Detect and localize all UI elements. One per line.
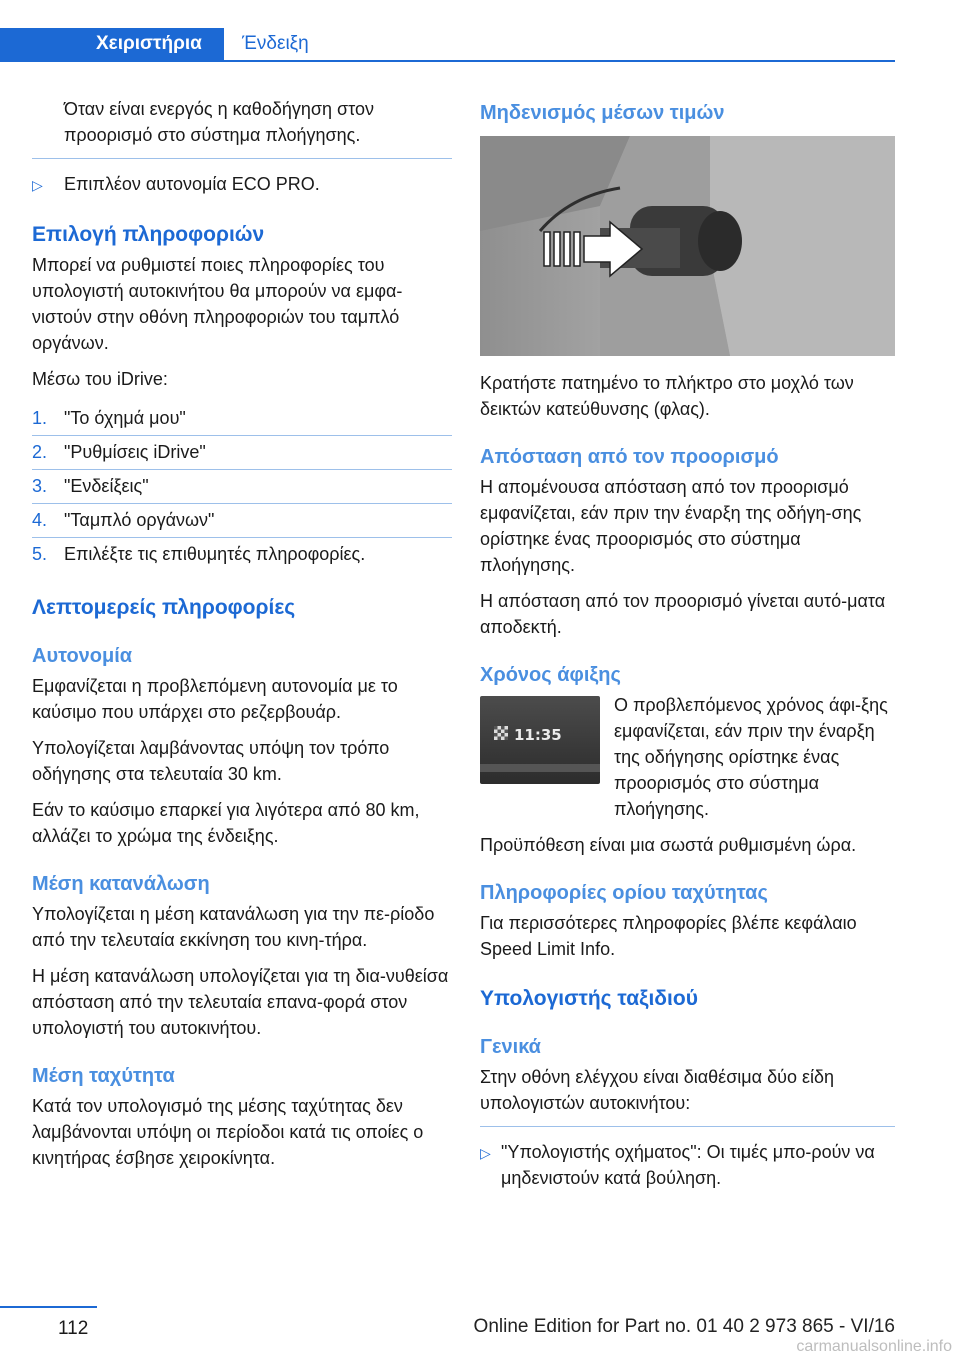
step-text: "Ρυθμίσεις iDrive"	[64, 442, 206, 462]
paragraph: Προϋπόθεση είναι μια σωστά ρυθμισμένη ώρα.	[480, 835, 857, 855]
intro-text: Όταν είναι ενεργός η καθοδήγηση στον προορισμό στο σύστημα πλοήγησης.	[64, 99, 374, 145]
paragraph: Η απόσταση από τον προορισμό γίνεται αυτό-ματα αποδεκτή.	[480, 591, 886, 637]
heading-speedlimit: Πληροφορίες ορίου ταχύτητας	[480, 882, 768, 904]
paragraph: Η μέση κατανάλωση υπολογίζεται για τη δια-νυθείσα απόσταση από την τελευταία επανα-φορά στον υπολογιστή του αυτοκινήτου.	[32, 966, 449, 1038]
paragraph: Κατά τον υπολογισμό της μέσης ταχύτητας δεν λαμβάνονται υπόψη οι περίοδοι κατά τις οποίες ο κινητήρας έσβησε χειροκίνητα.	[32, 1096, 424, 1168]
tab-controls[interactable]: Χειριστήρια	[0, 28, 224, 62]
triangle-right-icon: ▷	[480, 1145, 491, 1161]
lever-illustration	[480, 136, 895, 356]
heading-distance: Απόσταση από τον προορισμό	[480, 446, 779, 468]
divider	[32, 158, 452, 159]
turn-signal-lever-image	[480, 136, 895, 356]
step-number: 2.	[32, 442, 48, 462]
step-number: 1.	[32, 408, 48, 428]
heading-consumption: Μέση κατανάλωση	[32, 873, 210, 895]
triangle-right-icon: ▷	[32, 177, 43, 193]
list-item	[32, 402, 452, 436]
step-number: 3.	[32, 476, 48, 496]
list-item	[32, 171, 452, 198]
heading-speed: Μέση ταχύτητα	[32, 1065, 175, 1087]
steps-list	[32, 402, 452, 571]
header-divider	[224, 60, 895, 62]
edition-text: Online Edition for Part no. 01 40 2 973 865 - VI/16	[473, 1316, 895, 1337]
paragraph: Εμφανίζεται η προβλεπόμενη αυτονομία με το καύσιμο που υπάρχει στο ρεζερβουάρ.	[32, 676, 398, 722]
divider	[480, 1126, 895, 1127]
bullet-text: "Υπολογιστής οχήματος": Οι τιμές μπο-ρούν να μηδενιστούν κατά βούληση.	[501, 1142, 875, 1188]
bullet-text: Επιπλέον αυτονομία ECO PRO.	[64, 174, 320, 194]
paragraph: Υπολογίζεται λαμβάνοντας υπόψη τον τρόπο οδήγησης στα τελευταία 30 km.	[32, 738, 390, 784]
list-item	[32, 436, 452, 470]
paragraph: Για περισσότερες πληροφορίες βλέπε κεφάλαιο Speed Limit Info.	[480, 913, 857, 959]
paragraph: Εάν το καύσιμο επαρκεί για λιγότερα από 80 km, αλλάζει το χρώμα της ένδειξης.	[32, 800, 420, 846]
heading-info-select: Επιλογή πληροφοριών	[32, 223, 265, 246]
left-column	[32, 96, 452, 1181]
heading-trip-computer: Υπολογιστής ταξιδιού	[480, 987, 698, 1010]
heading-reset: Μηδενισμός μέσων τιμών	[480, 102, 725, 124]
list-item	[32, 504, 452, 538]
paragraph: Ο προβλεπόμενος χρόνος άφι-ξης εμφανίζεται, εάν πριν την έναρξη της οδήγησης ορίστηκε ένας προορισμός στο σύστημα πλοήγησης.	[614, 695, 888, 819]
arrival-section	[480, 692, 895, 832]
checkered-flag-icon	[494, 726, 508, 740]
heading-arrival: Χρόνος άφιξης	[480, 664, 621, 686]
list-item	[32, 538, 452, 571]
paragraph: Η απομένουσα απόσταση από τον προορισμό εμφανίζεται, εάν πριν την έναρξη της οδήγη-σης ορίστηκε ένας προορισμός στο σύστημα πλοήγησης.	[480, 477, 862, 575]
step-text: "Ταμπλό οργάνων"	[64, 510, 215, 530]
step-text: Επιλέξτε τις επιθυμητές πληροφορίες.	[64, 544, 366, 564]
step-text: "Ενδείξεις"	[64, 476, 149, 496]
step-number: 4.	[32, 510, 48, 530]
tab-display[interactable]: Ένδειξη	[242, 33, 309, 54]
heading-details: Λεπτομερείς πληροφορίες	[32, 596, 296, 619]
paragraph: Κρατήστε πατημένο το πλήκτρο στο μοχλό των δεικτών κατεύθυνσης (φλας).	[480, 373, 854, 419]
paragraph: Μπορεί να ρυθμιστεί ποιες πληροφορίες του υπολογιστή αυτοκινήτου θα μπορούν να εμφα-νιστούν στην οθόνη πληροφοριών του ταμπλό οργάνων.	[32, 255, 403, 353]
footer-divider	[0, 1306, 97, 1308]
arrival-clock: 11:35	[514, 726, 562, 744]
heading-general: Γενικά	[480, 1036, 541, 1058]
watermark-text: carmanualsonline.info	[796, 1338, 952, 1355]
arrival-display-image	[480, 696, 600, 784]
list-item	[32, 470, 452, 504]
page-number: 112	[58, 1318, 89, 1339]
right-column	[480, 96, 895, 1199]
heading-range: Αυτονομία	[32, 645, 133, 667]
step-text: "Το όχημά μου"	[64, 408, 186, 428]
paragraph: Στην οθόνη ελέγχου είναι διαθέσιμα δύο είδη υπολογιστών αυτοκινήτου:	[480, 1067, 835, 1113]
paragraph: Μέσω του iDrive:	[32, 369, 168, 389]
display-bar	[480, 764, 600, 772]
step-number: 5.	[32, 544, 48, 564]
list-item	[480, 1139, 895, 1191]
paragraph: Υπολογίζεται η μέση κατανάλωση για την πε-ρίοδο από την τελευταία εκκίνηση του κινη-τήρα.	[32, 904, 435, 950]
header-bar	[0, 0, 895, 64]
